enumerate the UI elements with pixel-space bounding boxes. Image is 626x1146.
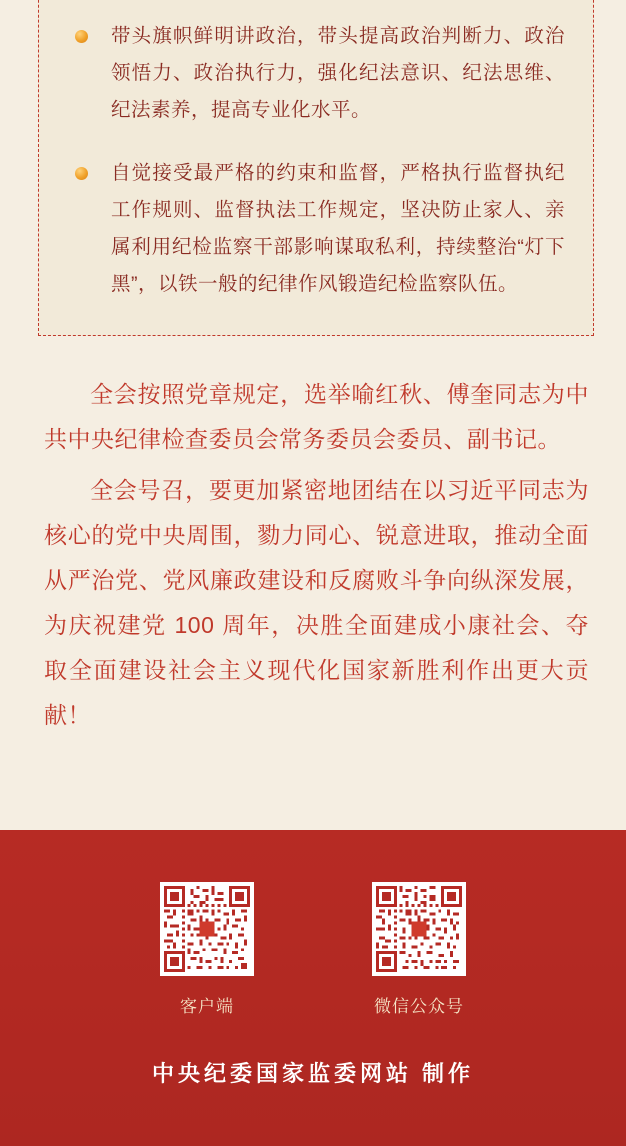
bullet-text: 带头旗帜鲜明讲政治，带头提高政治判断力、政治领悟力、政治执行力，强化纪法意识、纪法思维、纪法素养，提高专业化水平。 (111, 25, 565, 121)
qr-code-icon[interactable] (160, 882, 254, 976)
qr-code-row (0, 830, 626, 1017)
qr-label: 微信公众号 (374, 997, 464, 1016)
orange-dot-icon (75, 30, 88, 43)
paragraph: 全会号召，要更加紧密地团结在以习近平同志为核心的党中央周围，勠力同心、锐意进取，推动全面从严治党、党风廉政建设和反腐败斗争向纵深发展，为庆祝建党 100 周年，决胜全面建成小康社会、夺取全面建设社会主义现代化国家新胜利作出更大贡献！ (44, 477, 589, 728)
page-footer (0, 830, 626, 1146)
footer-credit: 中央纪委国家监委网站 制作 (151, 1061, 475, 1086)
paragraph: 全会按照党章规定，选举喻红秋、傅奎同志为中共中央纪律检查委员会常务委员会委员、副书记。 (44, 381, 589, 452)
qr-block-app (160, 882, 254, 1017)
list-item (67, 155, 565, 303)
bullet-text: 自觉接受最严格的约束和监督，严格执行监督执纪工作规则、监督执法工作规定，坚决防止家人、亲属利用纪检监察干部影响谋取私利，持续整治“灯下黑”，以铁一般的纪律作风锻造纪检监察队伍。 (111, 162, 565, 295)
orange-dot-icon (75, 167, 88, 180)
qr-code-icon[interactable] (372, 882, 466, 976)
highlight-callout-box (38, 0, 594, 336)
callout-content (67, 0, 565, 303)
article-body (44, 372, 589, 744)
list-item (67, 18, 565, 129)
qr-label: 客户端 (180, 997, 234, 1016)
qr-block-wechat (372, 882, 466, 1017)
